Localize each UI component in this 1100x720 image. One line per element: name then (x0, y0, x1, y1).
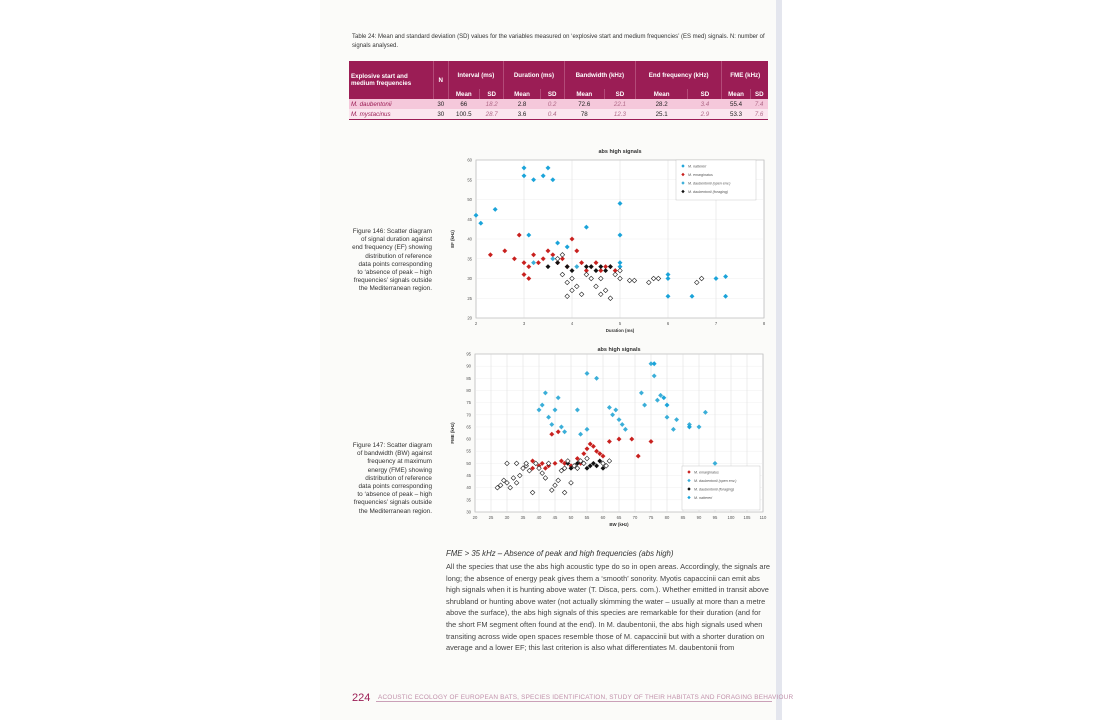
x-tick-label: 65 (616, 515, 622, 520)
table-row (349, 109, 768, 120)
x-tick-label: 4 (570, 321, 574, 326)
x-tick-label: 55 (584, 515, 590, 520)
section-title: FME > 35 kHz – Absence of peak and high frequencies (abs high) (446, 549, 674, 558)
x-tick-label: 60 (600, 515, 606, 520)
x-tick-label: 20 (472, 515, 478, 520)
y-tick-label: 60 (467, 157, 472, 163)
sub-mean: Mean (504, 89, 540, 99)
x-tick-label: 80 (664, 515, 670, 520)
cell-mean: 72.6 (564, 99, 604, 109)
table-header-end-frequency: End frequency (kHz) (635, 61, 722, 89)
y-tick-label: 25 (467, 295, 472, 301)
cell-sd: 12.3 (604, 109, 635, 120)
x-tick-label: 25 (488, 515, 494, 520)
table-header-duration: Duration (ms) (504, 61, 564, 89)
cell-mean: 100.5 (448, 109, 479, 120)
y-tick-label: 55 (466, 448, 471, 454)
x-tick-label: 40 (536, 515, 542, 520)
x-tick-label: 30 (504, 515, 510, 520)
x-tick-label: 70 (632, 515, 638, 520)
scatter-chart-duration-ef (446, 145, 772, 340)
data-table (349, 61, 768, 120)
cell-mean: 2.8 (504, 99, 540, 109)
row-species: M. daubentonii (349, 99, 434, 109)
figure-147-caption: Figure 147: Scatter diagram of bandwidth (BW) against frequency at maximum energy (FME) showing distribution of reference data points corresponding to ‘absence of peak – high frequencies’ signals outside the Mediterranean region. (352, 442, 432, 515)
y-tick-label: 50 (467, 197, 472, 202)
sub-mean: Mean (564, 89, 604, 99)
y-tick-label: 20 (467, 315, 472, 321)
y-tick-label: 75 (466, 400, 471, 406)
legend-entry: M. emarginatus (694, 470, 719, 475)
cell-mean: 66 (448, 99, 479, 109)
cell-mean: 3.6 (504, 109, 540, 120)
x-tick-label: 35 (520, 515, 526, 520)
running-footer: ACOUSTIC ECOLOGY OF EUROPEAN BATS, SPECIES IDENTIFICATION, STUDY OF THEIR HABITATS AND FORAGING BEHAVIOUR (378, 694, 794, 701)
y-tick-label: 90 (466, 363, 471, 369)
cell-sd: 28.7 (480, 109, 504, 120)
x-tick-label: 8 (762, 321, 766, 326)
page-edge (776, 0, 782, 720)
cell-mean: 28.2 (635, 99, 687, 109)
y-tick-label: 85 (466, 375, 471, 381)
table-header-fme: FME (kHz) (722, 61, 768, 89)
x-tick-label: 105 (743, 515, 751, 520)
x-tick-label: 2 (474, 321, 478, 326)
cell-sd: 2.9 (688, 109, 722, 120)
x-tick-label: 7 (714, 321, 718, 326)
legend-entry: M. nattereri (688, 164, 707, 169)
cell-sd: 0.2 (540, 99, 564, 109)
x-axis-label: Duration (ms) (605, 328, 635, 333)
cell-sd: 0.4 (540, 109, 564, 120)
chart-title: abs high signals (597, 347, 641, 353)
x-tick-label: 90 (696, 515, 702, 520)
cell-mean: 78 (564, 109, 604, 120)
sub-mean: Mean (448, 89, 479, 99)
y-tick-label: 40 (466, 485, 471, 491)
cell-sd: 18.2 (480, 99, 504, 109)
x-tick-label: 85 (680, 515, 686, 520)
legend-entry: M. emarginatus (688, 172, 713, 177)
legend-entry: M. daubentonii (foraging) (688, 189, 728, 194)
x-tick-label: 6 (666, 321, 670, 326)
y-tick-label: 45 (467, 216, 472, 222)
footer-rule (376, 701, 772, 702)
y-axis-label: EF (kHz) (450, 230, 455, 248)
x-tick-label: 110 (759, 515, 767, 520)
sub-mean: Mean (722, 89, 750, 99)
sub-sd: SD (604, 89, 635, 99)
y-tick-label: 65 (466, 424, 471, 430)
scatter-chart-bw-fme (446, 343, 772, 533)
row-n: 30 (434, 109, 449, 120)
cell-sd: 3.4 (688, 99, 722, 109)
figure-146-caption: Figure 146: Scatter diagram of signal duration against end frequency (EF) showing distribution of reference data points corresponding to ‘absence of peak – high frequencies’ signals outside the Mediterranean region. (352, 228, 432, 293)
x-axis-label: BW (kHz) (609, 522, 629, 527)
x-tick-label: 100 (727, 515, 735, 520)
sub-sd: SD (480, 89, 504, 99)
cell-mean: 53.3 (722, 109, 750, 120)
y-axis-label: FME (kHz) (450, 422, 455, 444)
x-tick-label: 50 (568, 515, 574, 520)
table-header-group: Explosive start and medium frequencies (349, 61, 434, 99)
cell-sd: 7.4 (750, 99, 768, 109)
y-tick-label: 40 (467, 236, 472, 242)
sub-mean: Mean (635, 89, 687, 99)
table-row (349, 99, 768, 109)
y-tick-label: 35 (466, 497, 471, 503)
cell-mean: 25.1 (635, 109, 687, 120)
x-tick-label: 3 (522, 321, 526, 326)
y-tick-label: 35 (467, 256, 472, 262)
table-header-interval: Interval (ms) (448, 61, 504, 89)
y-tick-label: 95 (466, 351, 471, 357)
x-tick-label: 45 (552, 515, 558, 520)
table-header-bandwidth: Bandwidth (kHz) (564, 61, 635, 89)
legend-entry: M. nattereri (694, 495, 713, 500)
sub-sd: SD (688, 89, 722, 99)
y-tick-label: 80 (466, 387, 471, 393)
row-species: M. mystacinus (349, 109, 434, 120)
y-tick-label: 60 (466, 436, 471, 442)
legend-entry: M. daubentonii (open env.) (688, 181, 731, 186)
y-tick-label: 50 (466, 460, 471, 466)
y-tick-label: 30 (466, 509, 471, 515)
body-paragraph: All the species that use the abs high acoustic type do so in open areas. Accordingly, the signals are long; the absence of energy peak gives them a ‘smooth’ sonority. Myotis capaccinii can emit abs high signals when it is hunting above water (T. Disca, pers. com.). Whether emitted in transit above shrubland or hunting above water (not actually skimming the water – usually at more than a metre above the surface), the abs high signals of this species are remarkable for their duration (and for the short FM segment often found at the end). In M. daubentonii, the abs high signals used when transiting across wide open spaces resemble those of M. capaccinii but with a shorter duration on average and a lower EF; this last criterion is also what differentiates M. daubentonii from (446, 562, 771, 653)
legend-entry: M. daubentonii (foraging) (694, 487, 734, 492)
chart-title: abs high signals (598, 149, 642, 155)
table-caption: Table 24: Mean and standard deviation (SD) values for the variables measured on ‘explosive start and medium frequencies’ (ES med) signals. N: number of signals analysed. (352, 34, 765, 49)
y-tick-label: 70 (466, 412, 471, 418)
page-number: 224 (352, 692, 371, 704)
y-tick-label: 45 (466, 473, 471, 479)
x-tick-label: 95 (712, 515, 718, 520)
row-n: 30 (434, 99, 449, 109)
table-header-n: N (434, 61, 449, 99)
cell-sd: 22.1 (604, 99, 635, 109)
cell-sd: 7.6 (750, 109, 768, 120)
x-tick-label: 5 (618, 321, 622, 326)
legend-entry: M. daubentonii (open env.) (694, 478, 737, 483)
cell-mean: 55.4 (722, 99, 750, 109)
y-tick-label: 30 (467, 276, 472, 281)
y-tick-label: 55 (467, 177, 472, 183)
sub-sd: SD (750, 89, 768, 99)
x-tick-label: 75 (648, 515, 654, 520)
sub-sd: SD (540, 89, 564, 99)
